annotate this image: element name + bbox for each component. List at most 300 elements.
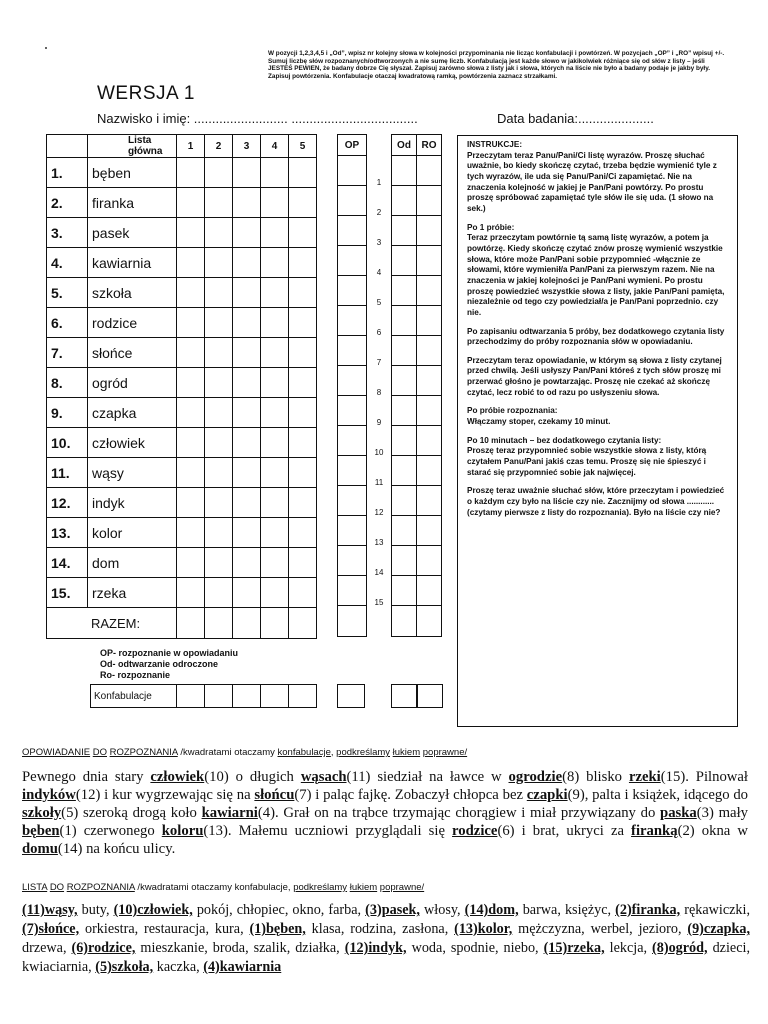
od-cell[interactable]: [392, 156, 417, 186]
trial-1-cell[interactable]: [177, 158, 205, 188]
trial-3-cell[interactable]: [233, 278, 261, 308]
op-cell[interactable]: [338, 486, 367, 516]
ro-cell[interactable]: [417, 366, 442, 396]
od-cell[interactable]: [392, 396, 417, 426]
trial-4-cell[interactable]: [261, 458, 289, 488]
trial-4-cell[interactable]: [261, 518, 289, 548]
text-segment: (3) mały: [696, 805, 748, 821]
story-section-title: [22, 747, 467, 758]
name-field-label[interactable]: Nazwisko i imię: .......................... ...................................: [97, 111, 418, 126]
op-row-index: 4: [376, 268, 382, 277]
scoring-note: W pozycji 1,2,3,4,5 i „Od”, wpisz nr kolejny słowa w kolejności przypominania nie licząc konfabulacji i powtórzeń. W pozycjach „OP” i „RO” wpisuj +/-. Sumuj liczbę słów rozpoznanych/odtworzonych a nie sumę liczb. Konfabulacją jest każde słowo w jakikolwiek różniące się od słów z listy – jeśli JESTEŚ PEWIEN, że badany dobrze Cię słyszał. Zapisuj zarówno słowa z listy jak i słowa, których na liście nie było a badany podaje je jakby były. Zapisuj powtórzenia. Konfabulacje otaczaj kwadratową ramką, powtórzenia zaznacz strzałkami.: [268, 50, 725, 81]
underlined-target-word: (9)czapka,: [687, 921, 750, 937]
recog-title-word-3: ROZPOZNANIA: [66, 882, 135, 893]
header-spacer: [47, 135, 88, 158]
instructions-p2-heading: Po 1 próbie:: [467, 222, 515, 232]
trial-5-cell[interactable]: [289, 578, 317, 608]
instructions-p2: Teraz przeczytam powtórnie tą samą listę wyrazów, a potem ja powtórzę. Kiedy skończę czytać znów proszę wymienić wszystkie słowa, które może Pan/Pani sobie przypomnieć -włącznie ze słowami, które wymienił/a Pan/Pani za pierwszym razem. Nie na znaczenia w jakiej kolejności je Pan/Pani wymieni. Po prostu proszę powiedzieć wszystkie słowa z listy, jakie Pan/Pani pamięta, niezależnie od tego czy powiedział/a je Pan/Pani poprzednio. czy nie.: [467, 233, 725, 317]
underlined-target-word: rzeki: [628, 769, 661, 785]
text-segment: dzieci, kwiaciarnia,: [22, 940, 750, 975]
underlined-target-word: (5)szkoła,: [95, 959, 154, 975]
underlined-target-word: człowiek: [150, 769, 205, 785]
text-segment: (12) i kur wygrzewając się na: [75, 787, 255, 803]
trial-4-cell[interactable]: [261, 398, 289, 428]
op-row: [338, 186, 367, 216]
trial-1-cell[interactable]: [177, 338, 205, 368]
trial-1-cell[interactable]: [177, 578, 205, 608]
text-segment: klasa, rodzina, zasłona,: [305, 921, 455, 937]
op-cell[interactable]: [338, 336, 367, 366]
text-segment: włosy,: [419, 902, 465, 918]
ro-cell[interactable]: [417, 576, 442, 606]
word-row: [47, 548, 317, 578]
text-segment: (6) i brat, ukryci za: [497, 823, 632, 839]
instructions-p6-heading: Po 10 minutach – bez dodatkowego czytania listy:: [467, 435, 662, 445]
op-row-index: 5: [376, 298, 382, 307]
legend-od: Od- odtwarzanie odroczone: [100, 658, 219, 669]
od-cell[interactable]: [392, 216, 417, 246]
od-cell[interactable]: [392, 336, 417, 366]
story-title-word-7: podkreślamy: [336, 747, 391, 758]
trial-1-cell[interactable]: [177, 218, 205, 248]
od-cell[interactable]: [392, 186, 417, 216]
trial-4-cell[interactable]: [261, 338, 289, 368]
op-sum-cell[interactable]: [338, 606, 367, 637]
text-segment: kaczka,: [153, 959, 204, 975]
row-word: bęben: [88, 158, 177, 188]
underlined-target-word: rodzice: [452, 823, 498, 839]
underlined-target-word: (4)kawiarnia: [203, 959, 282, 975]
op-cell[interactable]: [338, 216, 367, 246]
header-trial-3: 3: [233, 135, 261, 158]
text-segment: Pewnego dnia stary: [22, 769, 151, 785]
ro-cell[interactable]: [417, 216, 442, 246]
ro-cell[interactable]: [417, 486, 442, 516]
underlined-target-word: ogrodzie: [508, 769, 563, 785]
op-row-index: 2: [376, 208, 382, 217]
row-word: kawiarnia: [88, 248, 177, 278]
trial-3-cell[interactable]: [233, 248, 261, 278]
trial-2-cell[interactable]: [205, 218, 233, 248]
op-row: [338, 336, 367, 366]
instructions-p5-heading: Po próbie rozpoznania:: [467, 406, 558, 416]
row-word: czapka: [88, 398, 177, 428]
text-segment: buty,: [77, 902, 114, 918]
date-field-label[interactable]: Data badania:.....................: [497, 111, 654, 126]
op-row: [338, 486, 367, 516]
abbreviation-legend: [100, 648, 238, 681]
ro-cell[interactable]: [417, 456, 442, 486]
header-trial-1: 1: [177, 135, 205, 158]
row-number: 6.: [47, 308, 88, 338]
trial-3-cell[interactable]: [233, 518, 261, 548]
underlined-target-word: kawiarni: [201, 805, 258, 821]
op-row-index: 8: [376, 388, 382, 397]
word-row: [47, 248, 317, 278]
trial-3-cell[interactable]: [233, 398, 261, 428]
od-ro-sum-row: [392, 606, 442, 637]
od-ro-row: [392, 276, 442, 306]
trial-5-cell[interactable]: [289, 368, 317, 398]
word-row: [47, 398, 317, 428]
word-row: [47, 338, 317, 368]
word-row: [47, 218, 317, 248]
text-segment: mężczyzna, werbel, jezioro,: [512, 921, 688, 937]
trial-4-cell[interactable]: [261, 308, 289, 338]
trial-5-cell[interactable]: [289, 488, 317, 518]
recog-title-word-5: podkreślamy: [293, 882, 348, 893]
word-row: [47, 428, 317, 458]
story-title-word-5: konfabulacje: [277, 747, 331, 758]
header-list-main: Lista główna: [88, 135, 177, 158]
instructions-p1: Przeczytam teraz Panu/Pani/Ci listę wyrazów. Proszę słuchać uważnie, bo kiedy skończę czytać, trzeba będzie wymienić tyle z tych wyrazów, ile uda się Panu/Pani/Ci zapamiętać. Nie na znaczenia kolejność w jakiej je Pan/Pani powtórzy. Po prostu proszę spróbować zapamiętać tyle słów ile się uda. (1 słowo na sek.): [467, 150, 717, 213]
trial-2-cell[interactable]: [205, 368, 233, 398]
op-cell[interactable]: [338, 306, 367, 336]
op-cell[interactable]: [338, 156, 367, 186]
trial-4-cell[interactable]: [261, 158, 289, 188]
trial-2-cell[interactable]: [205, 458, 233, 488]
underlined-target-word: indyków: [22, 787, 76, 803]
text-segment: lekcja,: [604, 940, 653, 956]
op-cell[interactable]: [338, 426, 367, 456]
trial-1-cell[interactable]: [177, 308, 205, 338]
row-word: rzeka: [88, 578, 177, 608]
text-segment: rękawiczki,: [680, 902, 750, 918]
od-ro-row: [392, 486, 442, 516]
od-cell[interactable]: [392, 576, 417, 606]
trial-2-cell[interactable]: [205, 248, 233, 278]
row-word: ogród: [88, 368, 177, 398]
od-ro-row: [392, 246, 442, 276]
od-cell[interactable]: [392, 246, 417, 276]
trial-3-cell[interactable]: [233, 158, 261, 188]
word-row: [47, 158, 317, 188]
trial-4-cell[interactable]: [261, 428, 289, 458]
row-number: 12.: [47, 488, 88, 518]
od-ro-row: [392, 156, 442, 186]
trial-1-cell[interactable]: [177, 248, 205, 278]
trial-5-cell[interactable]: [289, 338, 317, 368]
confabulation-label: Konfabulacje: [91, 685, 177, 708]
row-number: 4.: [47, 248, 88, 278]
od-cell[interactable]: [392, 276, 417, 306]
op-row: [338, 276, 367, 306]
trial-1-cell[interactable]: [177, 428, 205, 458]
row-number: 13.: [47, 518, 88, 548]
word-row: [47, 278, 317, 308]
trial-3-cell[interactable]: [233, 218, 261, 248]
op-cell[interactable]: [338, 456, 367, 486]
trial-1-cell[interactable]: [177, 398, 205, 428]
trial-5-cell[interactable]: [289, 548, 317, 578]
od-cell[interactable]: [392, 486, 417, 516]
trial-5-cell[interactable]: [289, 308, 317, 338]
ro-cell[interactable]: [417, 306, 442, 336]
od-cell[interactable]: [392, 306, 417, 336]
instructions-p7: Proszę teraz uważnie słuchać słów, które przeczytam i powiedzieć o każdym czy było na liście czy nie. Zacznijmy od słowa ............ (czytamy pierwsze z listy do rozpoznania). Było na liście czy nie?: [467, 486, 725, 517]
op-cell[interactable]: [338, 396, 367, 426]
recog-title-word-9: poprawne/: [379, 882, 425, 893]
trial-3-cell[interactable]: [233, 308, 261, 338]
trial-5-cell[interactable]: [289, 218, 317, 248]
confab-cell-4[interactable]: [261, 685, 289, 708]
trial-4-cell[interactable]: [261, 548, 289, 578]
text-segment: (8) blisko: [562, 769, 629, 785]
word-row: [47, 188, 317, 218]
text-segment: woda, spodnie, niebo,: [406, 940, 544, 956]
op-row: [338, 456, 367, 486]
op-cell[interactable]: [338, 576, 367, 606]
od-cell[interactable]: [392, 366, 417, 396]
trial-5-cell[interactable]: [289, 248, 317, 278]
op-cell[interactable]: [338, 516, 367, 546]
underlined-target-word: wąsach: [300, 769, 347, 785]
underlined-target-word: (2)firanka,: [615, 902, 681, 918]
od-ro-row: [392, 186, 442, 216]
trial-3-cell[interactable]: [233, 188, 261, 218]
op-row-index: 14: [374, 568, 384, 577]
trial-5-cell[interactable]: [289, 188, 317, 218]
row-number: 1.: [47, 158, 88, 188]
od-cell[interactable]: [392, 426, 417, 456]
trial-3-cell[interactable]: [233, 548, 261, 578]
trial-3-cell[interactable]: [233, 368, 261, 398]
trial-3-cell[interactable]: [233, 578, 261, 608]
trial-1-cell[interactable]: [177, 188, 205, 218]
confab-cell-3[interactable]: [233, 685, 261, 708]
header-ro: RO: [417, 135, 442, 156]
text-segment: orkiestra, restauracja, kura,: [79, 921, 250, 937]
recognition-word-list: [22, 901, 750, 984]
trial-2-cell[interactable]: [205, 308, 233, 338]
sum-trial-3-cell[interactable]: [233, 608, 261, 639]
row-number: 15.: [47, 578, 88, 608]
row-word: pasek: [88, 218, 177, 248]
trial-2-cell[interactable]: [205, 578, 233, 608]
op-row-index: 12: [374, 508, 384, 517]
trial-1-cell[interactable]: [177, 548, 205, 578]
instructions-heading: INSTRUKCJE:: [467, 140, 523, 149]
sum-row: [47, 608, 317, 639]
ro-cell[interactable]: [417, 396, 442, 426]
instructions-p3: Po zapisaniu odtwarzania 5 próby, bez dodatkowego czytania listy przechodzimy do próby rozpoznania słów w opowiadaniu.: [467, 326, 725, 347]
instructions-box: [457, 135, 738, 727]
word-row: [47, 308, 317, 338]
recog-title-part-4: /kwadratami otaczamy konfabulacje,: [134, 882, 294, 893]
op-row: [338, 576, 367, 606]
confab-cell-5[interactable]: [289, 685, 317, 708]
legend-op: OP- rozpoznanie w opowiadaniu: [100, 648, 239, 658]
legend-ro: Ro- rozpoznanie: [100, 669, 170, 680]
story-title-part-6: ,: [330, 747, 337, 758]
row-word: rodzice: [88, 308, 177, 338]
row-word: indyk: [88, 488, 177, 518]
trial-4-cell[interactable]: [261, 488, 289, 518]
underlined-target-word: (8)ogród,: [652, 940, 708, 956]
od-ro-row: [392, 306, 442, 336]
word-row: [47, 488, 317, 518]
od-cell[interactable]: [392, 516, 417, 546]
trial-4-cell[interactable]: [261, 368, 289, 398]
trial-2-cell[interactable]: [205, 398, 233, 428]
trial-2-cell[interactable]: [205, 548, 233, 578]
od-ro-row: [392, 576, 442, 606]
underlined-target-word: (3)pasek,: [365, 902, 420, 918]
od-cell[interactable]: [392, 456, 417, 486]
trial-3-cell[interactable]: [233, 338, 261, 368]
trial-2-cell[interactable]: [205, 488, 233, 518]
op-row: [338, 426, 367, 456]
underlined-target-word: szkoły: [22, 805, 62, 821]
row-word: słońce: [88, 338, 177, 368]
confab-od-cell[interactable]: [391, 684, 417, 708]
trial-4-cell[interactable]: [261, 578, 289, 608]
sum-trial-5-cell[interactable]: [289, 608, 317, 639]
row-number: 14.: [47, 548, 88, 578]
text-segment: (11) siedział na ławce w: [346, 769, 509, 785]
recog-title-word-2: DO: [49, 882, 65, 893]
trial-2-cell[interactable]: [205, 338, 233, 368]
ro-cell[interactable]: [417, 546, 442, 576]
confab-op-cell[interactable]: [337, 684, 365, 708]
confab-cell-2[interactable]: [205, 685, 233, 708]
trial-3-cell[interactable]: [233, 458, 261, 488]
story-title-word-9: łukiem: [392, 747, 421, 758]
od-cell[interactable]: [392, 546, 417, 576]
trial-1-cell[interactable]: [177, 278, 205, 308]
header-op: OP: [338, 135, 367, 156]
ro-cell[interactable]: [417, 336, 442, 366]
trial-2-cell[interactable]: [205, 518, 233, 548]
row-word: kolor: [88, 518, 177, 548]
underlined-target-word: (6)rodzice,: [71, 940, 136, 956]
op-row: [338, 516, 367, 546]
text-segment: (5) szeroką drogą koło: [61, 805, 202, 821]
trial-5-cell[interactable]: [289, 458, 317, 488]
trial-5-cell[interactable]: [289, 518, 317, 548]
trial-1-cell[interactable]: [177, 488, 205, 518]
ro-cell[interactable]: [417, 156, 442, 186]
op-row-index: 3: [376, 238, 382, 247]
od-sum-cell[interactable]: [392, 606, 417, 637]
text-segment: (2) okna w: [677, 823, 748, 839]
ro-cell[interactable]: [417, 516, 442, 546]
word-row: [47, 518, 317, 548]
row-number: 11.: [47, 458, 88, 488]
underlined-target-word: (14)dom,: [464, 902, 519, 918]
op-cell[interactable]: [338, 246, 367, 276]
row-word: dom: [88, 548, 177, 578]
text-segment: (9), palta i książek, idącego do: [567, 787, 749, 803]
confab-cell-1[interactable]: [177, 685, 205, 708]
story-title-word-1: OPOWIADANIE: [22, 747, 91, 758]
underlined-target-word: (13)kolor,: [454, 921, 513, 937]
trial-1-cell[interactable]: [177, 458, 205, 488]
trial-4-cell[interactable]: [261, 278, 289, 308]
main-word-table: [46, 134, 317, 639]
trial-2-cell[interactable]: [205, 278, 233, 308]
op-cell[interactable]: [338, 276, 367, 306]
trial-4-cell[interactable]: [261, 248, 289, 278]
confab-ro-cell[interactable]: [417, 684, 443, 708]
trial-3-cell[interactable]: [233, 488, 261, 518]
header-trial-2: 2: [205, 135, 233, 158]
op-row: [338, 396, 367, 426]
ro-cell[interactable]: [417, 276, 442, 306]
ro-sum-cell[interactable]: [417, 606, 442, 637]
op-cell[interactable]: [338, 366, 367, 396]
op-cell[interactable]: [338, 546, 367, 576]
story-title-part-4: /kwadratami otaczamy: [177, 747, 278, 758]
instructions-p6: Proszę teraz przypomnieć sobie wszystkie słowa z listy, którą czytałem Panu/Pani jakiś czas temu. Proszę się nie śpieszyć i starać się przypomnieć sobie jak najwięcej.: [467, 446, 707, 477]
trial-3-cell[interactable]: [233, 428, 261, 458]
recog-title-word-1: LISTA: [22, 882, 48, 893]
underlined-target-word: (15)rzeka,: [543, 940, 605, 956]
od-ro-row: [392, 216, 442, 246]
recog-title-word-7: łukiem: [349, 882, 378, 893]
main-table-header: [47, 135, 317, 158]
word-row: [47, 578, 317, 608]
op-cell[interactable]: [338, 186, 367, 216]
recognition-section-title: [22, 882, 424, 893]
row-number: 2.: [47, 188, 88, 218]
op-row-index: 9: [376, 418, 382, 427]
ro-cell[interactable]: [417, 186, 442, 216]
trial-5-cell[interactable]: [289, 398, 317, 428]
trial-5-cell[interactable]: [289, 158, 317, 188]
text-segment: (13). Małemu uczniowi przyglądali się: [203, 823, 453, 839]
row-word: wąsy: [88, 458, 177, 488]
trial-4-cell[interactable]: [261, 188, 289, 218]
story-title-word-3: ROZPOZNANIA: [109, 747, 178, 758]
sum-trial-1-cell[interactable]: [177, 608, 205, 639]
sum-trial-4-cell[interactable]: [261, 608, 289, 639]
trial-2-cell[interactable]: [205, 188, 233, 218]
text-segment: pokój, chłopiec, okno, farba,: [192, 902, 366, 918]
od-ro-row: [392, 516, 442, 546]
trial-4-cell[interactable]: [261, 218, 289, 248]
op-row: [338, 156, 367, 186]
story-text: [22, 768, 748, 858]
text-segment: (7) i paląc fajkę. Zobaczył chłopca bez: [294, 787, 527, 803]
underlined-target-word: (1)bęben,: [249, 921, 306, 937]
op-row: [338, 216, 367, 246]
trial-1-cell[interactable]: [177, 368, 205, 398]
sum-trial-2-cell[interactable]: [205, 608, 233, 639]
word-row: [47, 368, 317, 398]
story-title-word-11: poprawne/: [422, 747, 468, 758]
text-segment: (10) o długich: [204, 769, 301, 785]
underlined-target-word: (12)indyk,: [344, 940, 407, 956]
ro-cell[interactable]: [417, 246, 442, 276]
text-segment: barwa, księżyc,: [518, 902, 616, 918]
underlined-target-word: firanką: [631, 823, 678, 839]
instructions-p4: Przeczytam teraz opowiadanie, w którym są słowa z listy czytanej przed chwilą. Jeśli usłyszy Pan/Pani któreś z tych słów proszę mi przerwać głośno je powtarzając. Proszę nie czekać aż skończę czytać, lecz robić to od razu po usłyszeniu słowa.: [467, 355, 722, 397]
op-row-index: 10: [374, 448, 384, 457]
row-word: szkoła: [88, 278, 177, 308]
trial-5-cell[interactable]: [289, 278, 317, 308]
trial-5-cell[interactable]: [289, 428, 317, 458]
text-segment: (14) na końcu ulicy.: [57, 841, 176, 857]
underlined-target-word: paska: [660, 805, 697, 821]
underlined-target-word: słońcu: [254, 787, 295, 803]
trial-2-cell[interactable]: [205, 158, 233, 188]
od-ro-row: [392, 546, 442, 576]
trial-1-cell[interactable]: [177, 518, 205, 548]
trial-2-cell[interactable]: [205, 428, 233, 458]
ro-cell[interactable]: [417, 426, 442, 456]
op-row: [338, 246, 367, 276]
